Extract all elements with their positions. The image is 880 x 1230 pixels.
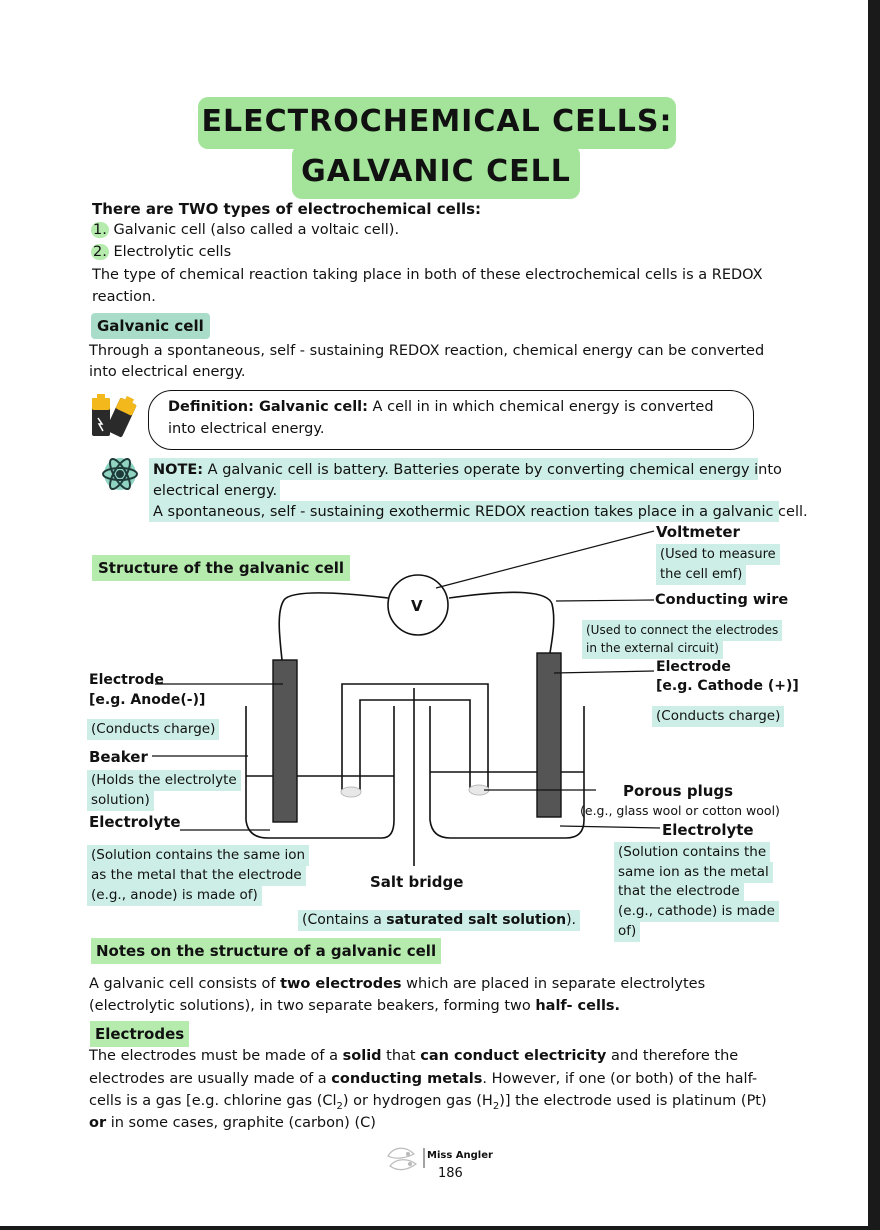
electrolyte-right-desc-4: (e.g., cathode) is made (614, 901, 779, 922)
el-l1c: that (381, 1048, 421, 1064)
electrodes-heading: Electrodes (90, 1021, 189, 1047)
electrodes-line1 (89, 1046, 738, 1066)
el-l3a: cells is a gas [e.g. chlorine gas (Cl (89, 1093, 337, 1109)
pointer-electrode-right (554, 671, 654, 673)
electrolyte-right-desc-5: of) (614, 921, 640, 942)
ns-p1b: two electrodes (280, 976, 402, 992)
item-number-2: 2. (93, 244, 107, 260)
conducts-charge-left: (Conducts charge) (87, 719, 219, 740)
page-number: 186 (438, 1166, 463, 1181)
ns-p1c: which are placed in separate electrolytes (401, 976, 706, 992)
cathode-label: [e.g. Cathode (+)] (656, 678, 799, 694)
galvanic-heading: Galvanic cell (91, 313, 210, 339)
el-l3sub1: 2 (336, 1100, 343, 1112)
definition-line2: into electrical energy. (168, 421, 325, 437)
beaker-label: Beaker (89, 748, 148, 766)
salt-bridge-desc (298, 910, 580, 931)
el-l1d: can conduct electricity (420, 1048, 607, 1064)
item-text-2: Electrolytic cells (108, 244, 232, 260)
electrode-right-label: Electrode (656, 659, 731, 675)
electrolyte-right-desc-3: that the electrode (614, 881, 744, 902)
page-title-line2: GALVANIC CELL (301, 154, 571, 189)
voltmeter-desc-1: (Used to measure (656, 544, 780, 565)
el-l3c: )] the electrode used is platinum (Pt) (499, 1093, 767, 1109)
definition-text-1: A cell in in which chemical energy is converted (367, 399, 714, 415)
electrolyte-left-desc-2: as the metal that the electrode (87, 865, 306, 886)
note-line3: A spontaneous, self - sustaining exothermic REDOX reaction takes place in a galvanic cell. (153, 504, 808, 520)
electrodes-line2 (89, 1069, 757, 1089)
porous-label: Porous plugs (623, 782, 734, 800)
el-l2b: conducting metals (331, 1071, 483, 1087)
item-number-1: 1. (93, 222, 107, 238)
page-title-line1: ELECTROCHEMICAL CELLS: (201, 104, 673, 139)
note-line2: electrical energy. (153, 483, 278, 499)
anode-label: [e.g. Anode(-)] (89, 692, 206, 708)
porous-desc: (e.g., glass wool or cotton wool) (580, 803, 780, 818)
salt-desc-b: saturated salt solution (386, 912, 567, 928)
galvanic-paragraph-line2: into electrical energy. (89, 364, 246, 380)
ns-p2b: half- cells. (535, 998, 621, 1014)
voltmeter-symbol: V (411, 597, 423, 615)
electrolyte-right-label: Electrolyte (662, 821, 754, 839)
wire-label: Conducting wire (655, 592, 789, 608)
intro-paragraph-line1: The type of chemical reaction taking place in both of these electrochemical cells is a REDOX (92, 267, 763, 283)
el-l2a: electrodes are usually made of a (89, 1071, 332, 1087)
wire-left (279, 593, 388, 660)
el-l1b: solid (342, 1048, 382, 1064)
el-l1e: and therefore the (606, 1048, 739, 1064)
el-l4a: or (89, 1115, 107, 1131)
notes-structure-line2 (89, 996, 620, 1016)
el-l4c: , graphite (carbon) (C) (213, 1115, 376, 1131)
structure-heading: Structure of the galvanic cell (92, 555, 350, 581)
salt-desc-a: (Contains a (302, 912, 387, 928)
el-l4b: in some cases (106, 1115, 214, 1131)
electrolyte-left-label: Electrolyte (89, 813, 181, 831)
ns-p2a: (electrolytic solutions), in two separate beakers, forming two (89, 998, 536, 1014)
pointer-electrolyte-right (560, 826, 660, 828)
conducts-charge-right: (Conducts charge) (652, 706, 784, 727)
wire-desc-1: (Used to connect the electrodes (582, 620, 782, 641)
electrolyte-left-desc-1: (Solution contains the same ion (87, 845, 309, 866)
porous-plug-left (341, 787, 361, 797)
footer-author: Miss Angler (427, 1150, 493, 1161)
electrode-right (537, 653, 561, 817)
note-label: NOTE: (153, 462, 204, 478)
item-text-1: Galvanic cell (also called a voltaic cell). (108, 222, 400, 238)
el-l1a: The electrodes must be made of a (89, 1048, 343, 1064)
el-l2c: . However, if one (or both) of the half- (482, 1071, 758, 1087)
electrolyte-right-desc-2: same ion as the metal (614, 862, 773, 883)
pointer-voltmeter (436, 531, 654, 588)
electrode-left-label: Electrode (89, 672, 164, 688)
notes-structure-heading: Notes on the structure of a galvanic cell (91, 938, 441, 964)
intro-heading: There are TWO types of electrochemical cells: (92, 200, 482, 218)
pointer-wire (556, 600, 654, 601)
salt-bridge-label: Salt bridge (370, 873, 464, 891)
definition-label: Definition: Galvanic cell: (168, 399, 368, 415)
salt-desc-c: ). (566, 912, 577, 928)
beaker-desc-1: (Holds the electrolyte (87, 770, 241, 791)
voltmeter-label: Voltmeter (656, 523, 740, 541)
electrolyte-right-desc-1: (Solution contains the (614, 842, 770, 863)
electrolyte-left-desc-3: (e.g., anode) is made of) (87, 885, 262, 906)
voltmeter-desc-2: the cell emf) (656, 564, 746, 585)
el-l3b: ) or hydrogen gas (H (342, 1093, 493, 1109)
el-l3sub2: 2 (492, 1100, 500, 1112)
wire-right (449, 592, 554, 653)
beaker-left (246, 706, 394, 838)
wire-desc-2: in the external circuit) (582, 638, 723, 659)
galvanic-paragraph-line1: Through a spontaneous, self - sustaining REDOX reaction, chemical energy can be converted (89, 343, 765, 359)
beaker-desc-2: solution) (87, 790, 154, 811)
ns-p1a: A galvanic cell consists of (89, 976, 281, 992)
notes-structure-line1 (89, 974, 705, 994)
salt-bridge-inner (360, 700, 470, 792)
electrodes-line4 (89, 1113, 376, 1133)
note-text-1: A galvanic cell is battery. Batteries operate by converting chemical energy into (203, 462, 782, 478)
intro-paragraph-line2: reaction. (92, 289, 156, 305)
